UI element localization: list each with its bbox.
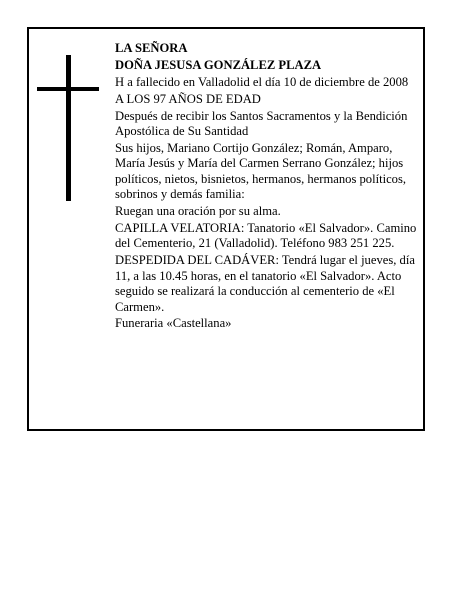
sacraments-line: Después de recibir los Santos Sacramentos y la Bendición Apostólica de Su Santidad [115, 108, 408, 139]
chapel-line: CAPILLA VELATORIA: Tanatorio «El Salvador». Camino del Cementerio, 21 (Valladolid). Teléfono 983 251 225. [115, 220, 417, 251]
family-line: Sus hijos, Mariano Cortijo González; Román, Amparo, María Jesús y María del Carmen Serrano González; hijos políticos, nietos, bisnietos, hermanos, hermanos políticos, sobrinos y demás familia: [115, 140, 407, 202]
prayer-line: Ruegan una oración por su alma. [115, 204, 281, 219]
notice-title: LA SEÑORA [115, 41, 188, 55]
notice-text [115, 41, 420, 333]
farewell-line: DESPEDIDA DEL CADÁVER: Tendrá lugar el jueves, día 11, a las 10.45 horas, en el tanatorio «El Salvador». Acto seguido se realizará la conducción al cementerio de «El Carmen». [115, 253, 415, 314]
age-line: A LOS 97 AÑOS DE EDAD [115, 91, 261, 106]
obituary-notice [27, 27, 425, 431]
funeral-home-line: Funeraria «Castellana» [115, 316, 232, 331]
cross-icon [37, 55, 99, 201]
cross-horizontal-bar [37, 87, 99, 91]
death-announcement: H a fallecido en Valladolid el día 10 de diciembre de 2008 [115, 74, 409, 89]
deceased-name: DOÑA JESUSA GONZÁLEZ PLAZA [115, 57, 322, 72]
cross-vertical-bar [66, 55, 71, 201]
